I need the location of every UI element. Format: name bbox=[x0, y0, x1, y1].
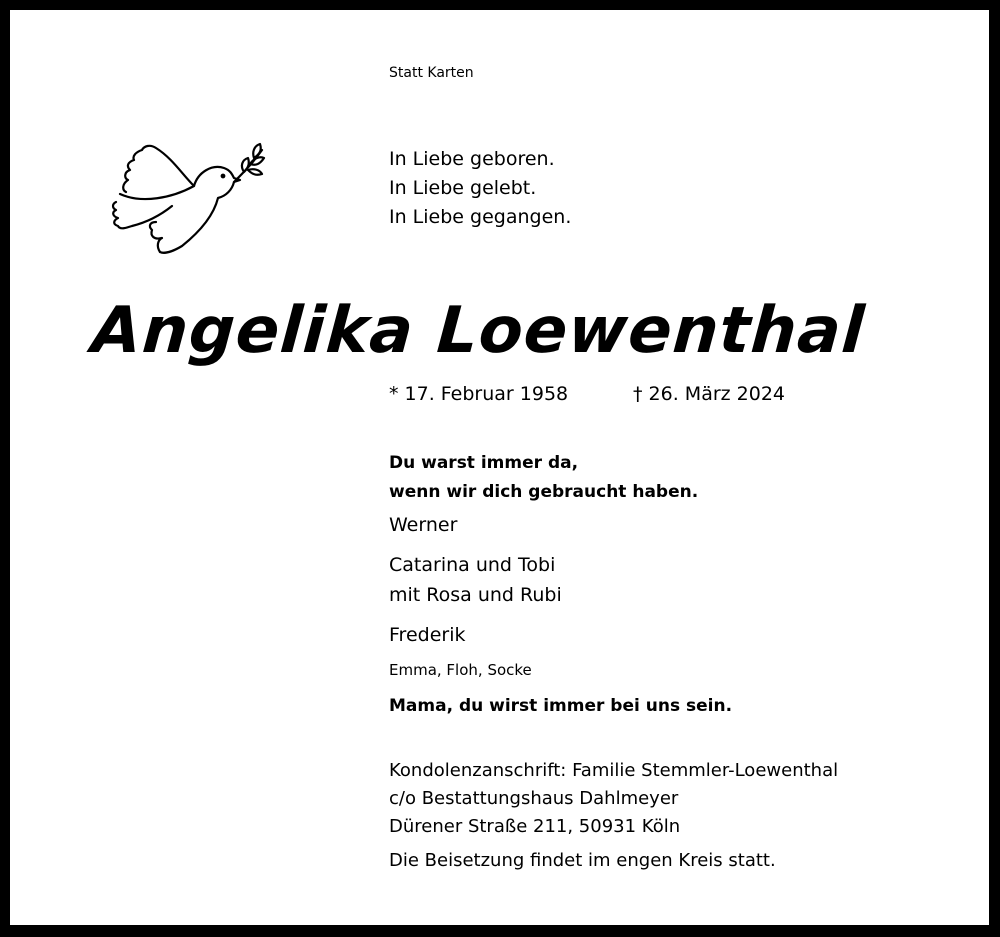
condolence-line-2: c/o Bestattungshaus Dahlmeyer bbox=[389, 788, 679, 809]
header-note: Statt Karten bbox=[389, 65, 474, 81]
verse-line-2: In Liebe gelebt. bbox=[389, 177, 537, 199]
family-son: Frederik bbox=[389, 624, 466, 646]
closing-line: Mama, du wirst immer bei uns sein. bbox=[389, 696, 733, 716]
deceased-name: Angelika Loewenthal bbox=[89, 294, 868, 368]
family-daughter-line-2: mit Rosa und Rubi bbox=[389, 584, 562, 606]
dove-icon bbox=[102, 134, 272, 264]
funeral-note: Die Beisetzung findet im engen Kreis statt. bbox=[389, 850, 776, 871]
quote-line-1: Du warst immer da, bbox=[389, 453, 579, 473]
family-husband: Werner bbox=[389, 514, 458, 536]
death-date: † 26. März 2024 bbox=[633, 383, 786, 405]
family-daughter-line-1: Catarina und Tobi bbox=[389, 554, 556, 576]
condolence-line-3: Dürener Straße 211, 50931 Köln bbox=[389, 816, 681, 837]
obituary-card bbox=[10, 10, 989, 925]
verse-line-1: In Liebe geboren. bbox=[389, 148, 555, 170]
condolence-line-1: Kondolenzanschrift: Familie Stemmler-Loewenthal bbox=[389, 760, 839, 781]
verse-line-3: In Liebe gegangen. bbox=[389, 206, 572, 228]
birth-date: * 17. Februar 1958 bbox=[389, 383, 569, 405]
quote-line-2: wenn wir dich gebraucht haben. bbox=[389, 482, 699, 502]
family-pets: Emma, Floh, Socke bbox=[389, 661, 532, 679]
